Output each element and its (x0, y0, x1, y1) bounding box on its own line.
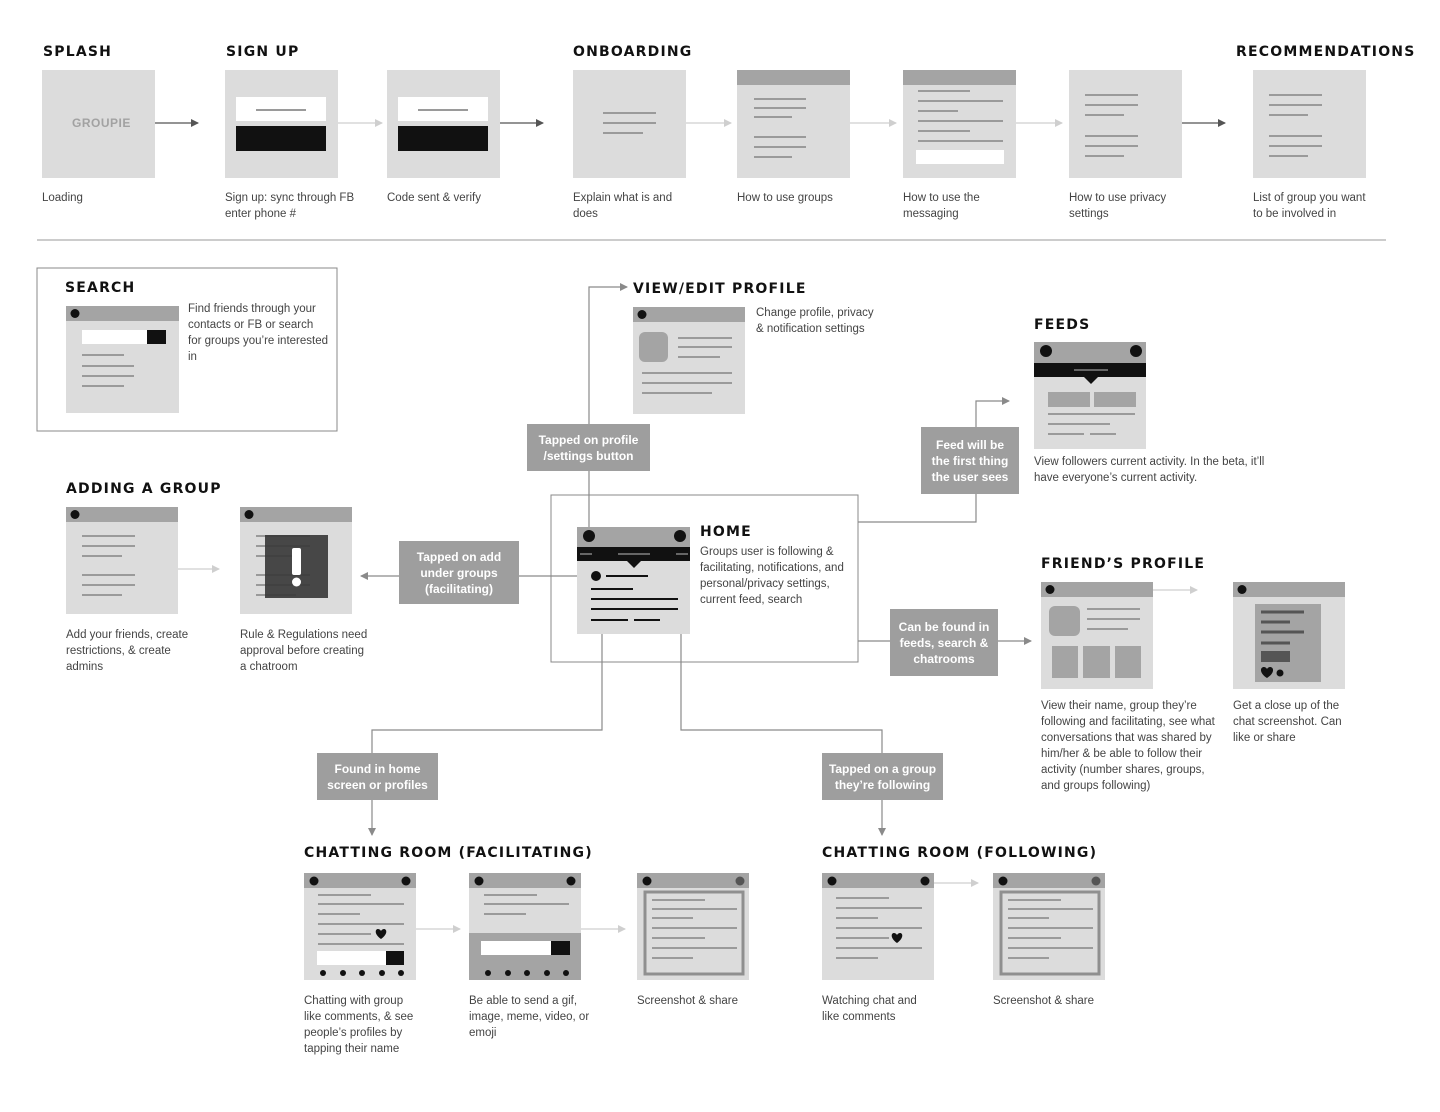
heading-sign-up: SIGN UP (226, 44, 300, 60)
signup-screen (225, 70, 338, 178)
caption-explain: Explain what is and does (573, 192, 673, 220)
onboarding-privacy-screen (1069, 70, 1182, 178)
caption-friend-view: View their name, group they’re following and facilitating, see what conversations that was shared by him/her & be able to follow their activity (number shares, groups, and groups following) (1041, 700, 1215, 792)
onboarding-messaging-screen (903, 70, 1016, 178)
caption-add-friends: Add your friends, create restrictions, & create admins (66, 629, 189, 673)
onboarding-groups-screen (737, 70, 850, 178)
heading-chat-facilitating: CHATTING ROOM (FACILITATING) (304, 845, 593, 861)
tag-found-feeds: Can be found in feeds, search & chatrooms (890, 609, 998, 676)
caption-send-gif: Be able to send a gif, image, meme, video, or emoji (469, 995, 590, 1039)
tag-tapped-add: Tapped on add under groups (facilitating) (399, 541, 519, 604)
connector-home-chat-facilitating (372, 634, 602, 835)
caption-feeds: View followers current activity. In the beta, it’ll have everyone’s current activity. (1034, 456, 1265, 484)
heading-friends-profile: FRIEND’S PROFILE (1041, 556, 1206, 572)
onboarding-explain-screen (573, 70, 686, 178)
caption-code-verify: Code sent & verify (387, 192, 481, 204)
caption-rules: Rule & Regulations need approval before creating a chatroom (240, 629, 368, 673)
screenshot-share-screen-2 (993, 873, 1105, 980)
caption-use-messaging: How to use the messaging (903, 192, 980, 220)
caption-use-privacy: How to use privacy settings (1069, 192, 1167, 220)
caption-screenshot-share-2: Screenshot & share (993, 995, 1095, 1007)
groupie-logo: GROUPIE (72, 116, 131, 130)
heading-search: SEARCH (65, 280, 136, 296)
verify-screen (387, 70, 500, 178)
caption-sign-up: Sign up: sync through FB enter phone # (225, 192, 355, 220)
heading-adding-group: ADDING A GROUP (66, 481, 222, 497)
profile-screen (633, 307, 745, 414)
caption-close-up: Get a close up of the chat screenshot. Can like or share (1233, 700, 1342, 744)
caption-profile: Change profile, privacy & notification settings (756, 307, 874, 335)
chat-facilitating-screen (304, 873, 416, 980)
heading-recommendations: RECOMMENDATIONS (1236, 44, 1416, 60)
heading-onboarding: ONBOARDING (573, 44, 693, 60)
closeup-screen (1233, 582, 1345, 689)
screenshot-share-screen-1 (637, 873, 749, 980)
chat-following-screen (822, 873, 934, 980)
recommendations-screen (1253, 70, 1366, 178)
add-group-screen (66, 507, 178, 614)
heading-home: HOME (700, 524, 752, 540)
exclamation-icon (292, 548, 301, 587)
caption-screenshot-share-1: Screenshot & share (637, 995, 739, 1007)
feeds-screen (1034, 342, 1146, 449)
friend-profile-screen (1041, 582, 1153, 689)
heading-splash: SPLASH (43, 44, 113, 60)
heading-chat-following: CHATTING ROOM (FOLLOWING) (822, 845, 1098, 861)
heading-feeds: FEEDS (1034, 317, 1091, 333)
tag-profile-button: Tapped on profile /settings button (527, 424, 650, 471)
send-media-screen (469, 873, 581, 980)
caption-watching-chat: Watching chat and like comments (822, 995, 917, 1023)
caption-search: Find friends through your contacts or FB or search for groups you’re interested in (188, 303, 328, 363)
connector-home-profile (589, 287, 627, 530)
heading-view-edit-profile: VIEW/EDIT PROFILE (633, 281, 807, 297)
search-screen (66, 306, 179, 413)
tag-tapped-group: Tapped on a group they’re following (822, 753, 943, 800)
tag-feed-first: Feed will be the first thing the user sees (921, 427, 1019, 494)
caption-use-groups: How to use groups (737, 192, 833, 204)
caption-chatting-group: Chatting with group like comments, & see people’s profiles by tapping their name (304, 995, 414, 1055)
caption-home: Groups user is following & facilitating, notifications, and personal/privacy settings, current feed, search (700, 546, 844, 606)
tag-found-home: Found in home screen or profiles (317, 753, 438, 800)
home-screen (577, 527, 690, 634)
caption-loading: Loading (42, 192, 83, 204)
caption-group-list: List of group you want to be involved in (1253, 192, 1366, 220)
